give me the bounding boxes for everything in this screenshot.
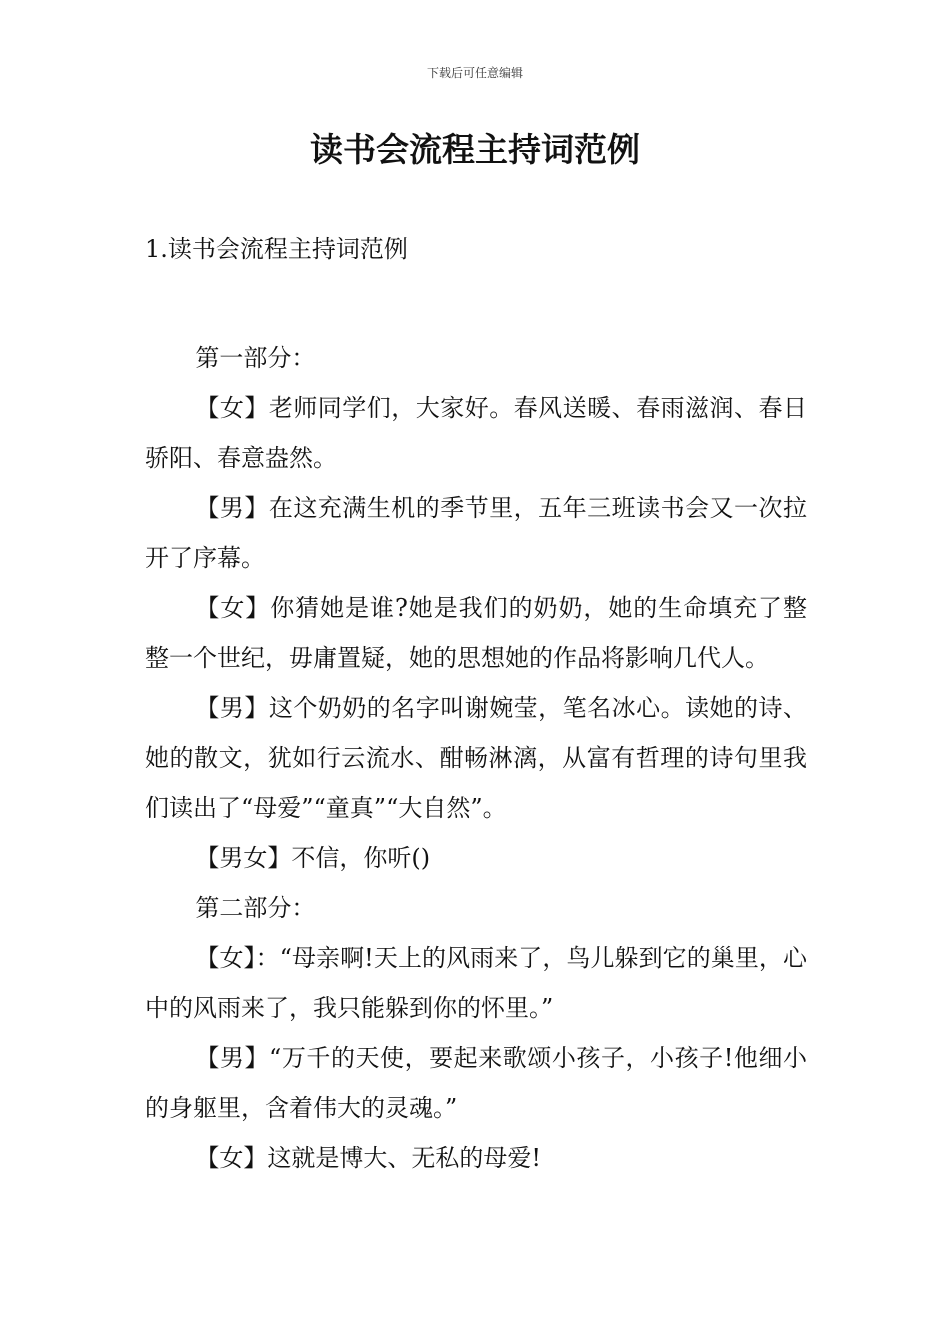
paragraph: 【女】老师同学们，大家好。春风送暖、春雨滋润、春日骄阳、春意盎然。 — [145, 394, 807, 472]
paragraph: 【女】这就是博大、无私的母爱! — [195, 1144, 542, 1172]
paragraph-part-two-heading: 第二部分： — [195, 894, 316, 922]
document-body — [145, 333, 807, 1183]
paragraph: 【男女】不信，你听() — [195, 844, 431, 872]
paragraph: 【女】你猜她是谁?她是我们的奶奶，她的生命填充了整整一个世纪，毋庸置疑，她的思想她的作品将影响几代人。 — [145, 594, 807, 672]
document-title: 读书会流程主持词范例 — [310, 130, 640, 169]
paragraph-part-one-heading: 第一部分： — [195, 344, 316, 372]
header-note: 下载后可任意编辑 — [426, 66, 523, 80]
paragraph: 【男】“万千的天使，要起来歌颂小孩子，小孩子!他细小的身躯里，含着伟大的灵魂。” — [145, 1044, 807, 1122]
section-heading: 1.读书会流程主持词范例 — [145, 235, 408, 263]
paragraph: 【女】：“母亲啊!天上的风雨来了，鸟儿躲到它的巢里，心中的风雨来了，我只能躲到你的怀里。” — [145, 944, 807, 1022]
paragraph: 【男】在这充满生机的季节里，五年三班读书会又一次拉开了序幕。 — [145, 494, 807, 572]
paragraph: 【男】这个奶奶的名字叫谢婉莹，笔名冰心。读她的诗、她的散文，犹如行云流水、酣畅淋漓，从富有哲理的诗句里我们读出了“母爱”“童真”“大自然”。 — [145, 694, 807, 822]
